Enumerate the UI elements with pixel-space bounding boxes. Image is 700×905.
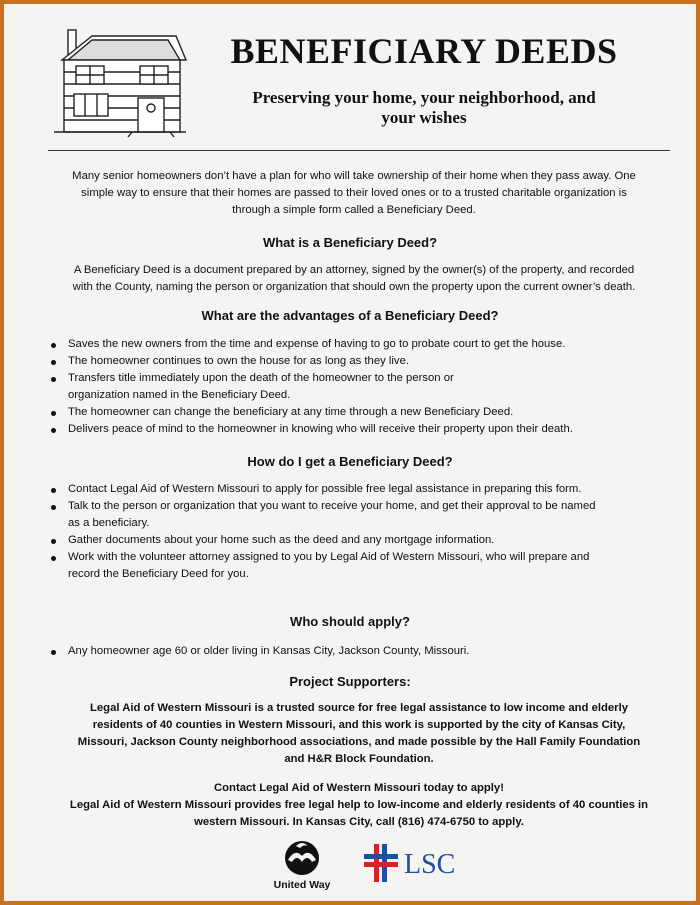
section-heading-who: Who should apply? xyxy=(290,614,410,629)
text-line: Contact Legal Aid of Western Missouri today to apply! xyxy=(214,782,504,794)
section-heading-supporters: Project Supporters: xyxy=(289,674,411,689)
advantages-list xyxy=(50,336,670,438)
lsc-label: LSC xyxy=(404,849,456,880)
text-line: Legal Aid of Western Missouri is a trusted source for free legal assistance to low income and elderly xyxy=(89,702,628,714)
list-item xyxy=(50,353,670,370)
united-way-label: United Way xyxy=(273,879,331,891)
list-item xyxy=(50,370,670,404)
lsc-logo xyxy=(360,840,470,886)
item-line: Any homeowner age 60 or older living in Kansas City, Jackson County, Missouri. xyxy=(68,645,470,657)
text-line: Many senior homeowners don’t have a plan for who will take ownership of their home when they pass away. One xyxy=(72,170,636,182)
united-way-logo xyxy=(262,838,342,894)
divider xyxy=(48,150,670,151)
section-heading-advantages: What are the advantages of a Beneficiary Deed? xyxy=(201,308,499,323)
who-list xyxy=(50,643,670,660)
list-item xyxy=(50,404,670,421)
text-line: through a simple form called a Beneficiary Deed. xyxy=(232,204,476,216)
item-line: record the Beneficiary Deed for you. xyxy=(68,568,249,580)
text-line: Legal Aid of Western Missouri provides free legal help to low-income and elderly residents of 40 counties in xyxy=(69,799,649,811)
list-item xyxy=(50,421,670,438)
subtitle-line: your wishes xyxy=(381,108,467,127)
contact-paragraph xyxy=(44,780,674,831)
text-line: A Beneficiary Deed is a document prepared by an attorney, signed by the owner(s) of the property, and recorded xyxy=(73,264,635,276)
item-line: Gather documents about your home such as the deed and any mortgage information. xyxy=(68,534,495,546)
item-line: Transfers title immediately upon the death of the homeowner to the person or xyxy=(68,372,454,384)
flyer-page xyxy=(4,4,696,901)
item-line: organization named in the Beneficiary Deed. xyxy=(68,389,291,401)
list-item xyxy=(50,549,670,583)
list-item xyxy=(50,532,670,549)
text-line: residents of 40 counties in Western Missouri, and this work is supported by the city of Kansas City, xyxy=(92,719,626,731)
how-list xyxy=(50,481,670,583)
item-line: as a beneficiary. xyxy=(68,517,150,529)
item-line: The homeowner continues to own the house for as long as they live. xyxy=(68,355,409,367)
subtitle-line: Preserving your home, your neighborhood, and xyxy=(252,88,596,107)
item-line: Talk to the person or organization that you want to receive your home, and get their approval to be named xyxy=(68,500,596,512)
item-line: Work with the volunteer attorney assigned to you by Legal Aid of Western Missouri, who will prepare and xyxy=(68,551,590,563)
text-line: Missouri, Jackson County neighborhood associations, and made possible by the Hall Family Foundation xyxy=(77,736,641,748)
text-line: simple way to ensure that their homes are passed to their loved ones or to a trusted charitable organization is xyxy=(81,187,627,199)
item-line: Delivers peace of mind to the homeowner in knowing who will receive their property upon their death. xyxy=(68,423,573,435)
supporters-paragraph xyxy=(44,700,674,768)
page-subtitle xyxy=(204,88,644,128)
section-heading-what: What is a Beneficiary Deed? xyxy=(262,235,438,250)
what-paragraph xyxy=(30,262,678,296)
text-line: with the County, naming the person or organization that should own the property upon the current owner’s death. xyxy=(72,281,636,293)
page-title: BENEFICIARY DEEDS xyxy=(230,31,618,71)
list-item xyxy=(50,481,670,498)
item-line: Saves the new owners from the time and expense of having to go to probate court to get the house. xyxy=(68,338,566,350)
text-line: and H&R Block Foundation. xyxy=(284,753,434,765)
text-line: western Missouri. In Kansas City, call (816) 474-6750 to apply. xyxy=(194,816,524,828)
list-item xyxy=(50,336,670,353)
list-item xyxy=(50,498,670,532)
section-heading-how: How do I get a Beneficiary Deed? xyxy=(247,454,453,469)
item-line: Contact Legal Aid of Western Missouri to apply for possible free legal assistance in preparing this form. xyxy=(68,483,582,495)
house-sketch-icon xyxy=(48,20,188,138)
item-line: The homeowner can change the beneficiary at any time through a new Beneficiary Deed. xyxy=(68,406,514,418)
intro-paragraph xyxy=(30,168,678,219)
list-item xyxy=(50,643,670,660)
